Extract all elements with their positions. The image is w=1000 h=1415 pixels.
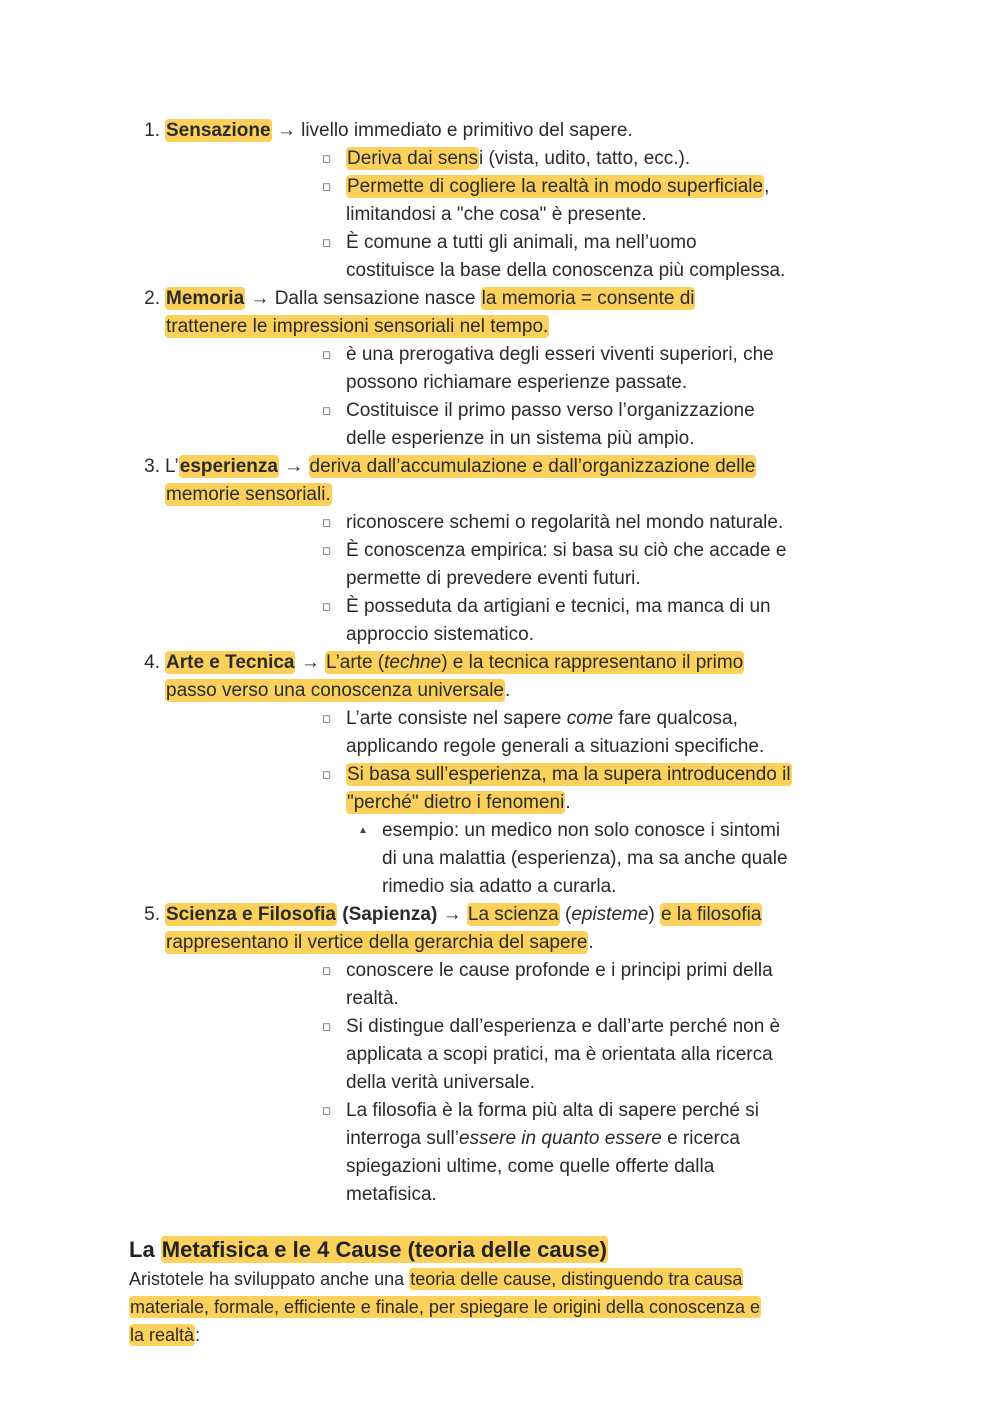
- bullet-text: possono richiamare esperienze passate.: [346, 372, 688, 393]
- sub-bullet-text: esempio: un medico non solo conosce i sintomi: [382, 820, 781, 841]
- bullet-text: limitandosi a "che cosa" è presente.: [346, 204, 647, 225]
- bullet-text: interroga sull’essere in quanto essere e ricerca: [346, 1128, 740, 1149]
- bullet-text: Si distingue dall’esperienza e dall’arte perché non è: [346, 1016, 781, 1037]
- square-bullet-icon: ◻: [322, 713, 332, 725]
- square-bullet-icon: ◻: [322, 965, 332, 977]
- bullet-text: realtà.: [346, 988, 399, 1009]
- bullet-text: costituisce la base della conoscenza più complessa.: [346, 260, 786, 281]
- bullet-text: delle esperienze in un sistema più ampio.: [346, 428, 695, 449]
- list-item-heading: L’esperienza → deriva dall’accumulazione e dall’organizzazione delle: [165, 456, 756, 477]
- term-highlight: esperienza: [179, 456, 278, 477]
- bullet-text: Deriva dai sensi (vista, udito, tatto, ecc.).: [347, 148, 691, 169]
- paragraph-line: materiale, formale, efficiente e finale, per spiegare le origini della conoscenza e: [130, 1297, 761, 1317]
- bullet-text: permette di prevedere eventi futuri.: [346, 568, 641, 589]
- list-item-heading: Memoria → Dalla sensazione nasce la memoria = consente di: [166, 288, 695, 309]
- term-highlight: Scienza e Filosofia: [166, 904, 336, 925]
- section-heading: La Metafisica e le 4 Cause (teoria delle cause): [129, 1237, 607, 1262]
- square-bullet-icon: ◻: [322, 1021, 332, 1033]
- square-bullet-icon: ◻: [322, 181, 332, 193]
- item-text: memorie sensoriali.: [166, 484, 331, 505]
- square-bullet-icon: ◻: [322, 545, 332, 557]
- item-text: trattenere le impressioni sensoriali nel tempo.: [166, 316, 549, 337]
- bullet-text: applicando regole generali a situazioni specifiche.: [346, 736, 765, 757]
- item-text: livello immediato e primitivo del sapere.: [301, 120, 633, 141]
- bullet-text: "perché" dietro i fenomeni.: [347, 792, 571, 813]
- bullet-text: spiegazioni ultime, come quelle offerte dalla: [346, 1156, 715, 1177]
- sub-bullet-text: rimedio sia adatto a curarla.: [382, 876, 617, 897]
- bullet-text: metafisica.: [346, 1184, 437, 1205]
- list-number: 1.: [144, 120, 160, 141]
- term-highlight: Arte e Tecnica: [166, 652, 295, 673]
- term-highlight: Sensazione: [166, 120, 271, 141]
- list-item-heading: Arte e Tecnica → L’arte (techne) e la tecnica rappresentano il primo: [166, 652, 744, 673]
- sub-bullet-text: di una malattia (esperienza), ma sa anche quale: [382, 848, 788, 869]
- list-number: 2.: [144, 288, 160, 309]
- square-bullet-icon: ◻: [322, 601, 332, 613]
- square-bullet-icon: ◻: [322, 769, 332, 781]
- bullet-text: È comune a tutti gli animali, ma nell’uomo: [346, 232, 697, 253]
- square-bullet-icon: ◻: [322, 237, 332, 249]
- list-item-heading: Scienza e Filosofia (Sapienza) → La scienza (episteme) e la filosofia: [166, 904, 762, 925]
- item-text: rappresentano il vertice della gerarchia del sapere.: [166, 932, 594, 953]
- paragraph-line: Aristotele ha sviluppato anche una teoria delle cause, distinguendo tra causa: [129, 1269, 743, 1289]
- square-bullet-icon: ◻: [322, 349, 332, 361]
- bullet-text: Costituisce il primo passo verso l’organizzazione: [346, 400, 755, 421]
- bullet-text: La filosofia è la forma più alta di sapere perché si: [346, 1100, 759, 1121]
- bullet-text: È posseduta da artigiani e tecnici, ma manca di un: [346, 596, 771, 617]
- square-bullet-icon: ◻: [322, 517, 332, 529]
- bullet-text: è una prerogativa degli esseri viventi superiori, che: [346, 344, 774, 365]
- bullet-text: applicata a scopi pratici, ma è orientata alla ricerca: [346, 1044, 773, 1065]
- triangle-bullet-icon: ▲: [358, 825, 368, 836]
- square-bullet-icon: ◻: [322, 1105, 332, 1117]
- term-highlight: Memoria: [166, 288, 245, 309]
- square-bullet-icon: ◻: [322, 405, 332, 417]
- list-item-heading: [165, 117, 633, 145]
- list-number: 4.: [144, 652, 160, 673]
- square-bullet-icon: ◻: [322, 153, 332, 165]
- bullet-text: approccio sistematico.: [346, 624, 534, 645]
- bullet-text: Si basa sull’esperienza, ma la supera introducendo il: [347, 764, 791, 785]
- arrow: →: [276, 120, 296, 141]
- bullet-text: È conoscenza empirica: si basa su ciò che accade e: [346, 540, 787, 561]
- list-number: 3.: [144, 456, 160, 477]
- bullet-text: riconoscere schemi o regolarità nel mondo naturale.: [346, 512, 784, 533]
- list-number: 5.: [144, 904, 160, 925]
- item-text: passo verso una conoscenza universale.: [166, 680, 511, 701]
- bullet-text: della verità universale.: [346, 1072, 536, 1093]
- bullet-text: conoscere le cause profonde e i principi primi della: [346, 960, 773, 981]
- bullet-text: Permette di cogliere la realtà in modo superficiale,: [347, 176, 770, 197]
- bullet-text: L’arte consiste nel sapere come fare qualcosa,: [346, 708, 738, 729]
- paragraph-line: la realtà:: [130, 1325, 201, 1345]
